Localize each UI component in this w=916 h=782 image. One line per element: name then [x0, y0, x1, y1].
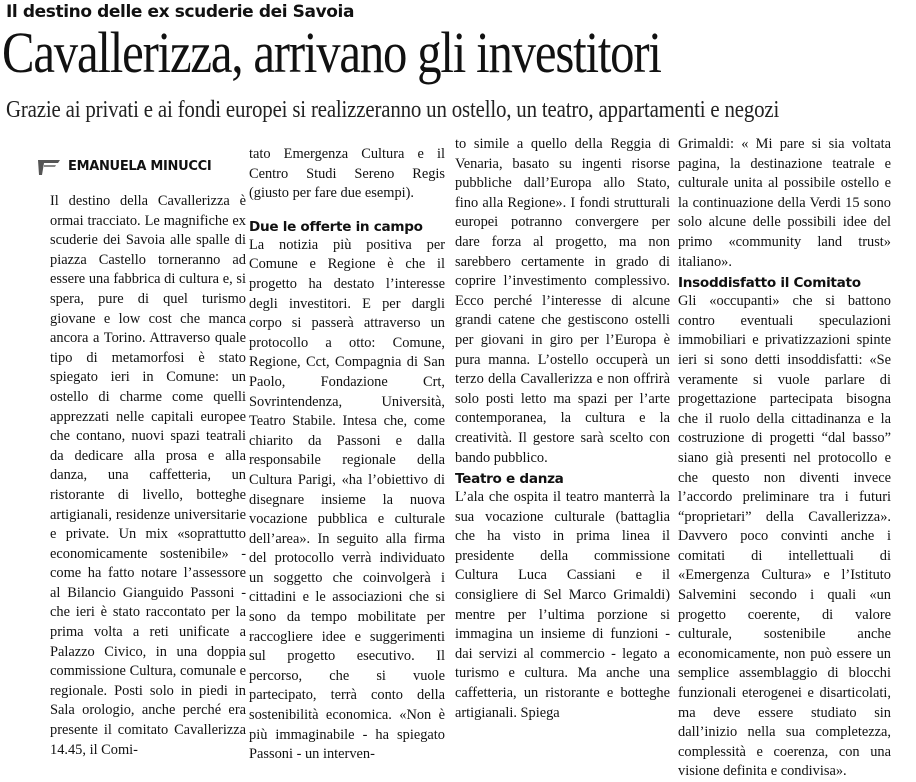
column-4-text: Grimaldi: « Mi pare si sia voltata pagina, la destinazione teatrale e culturale unita al possibile ostello e la continuazione della Verdi 15 sono solo alcune delle possibili idee del primo «community land trust» italiano».: [678, 136, 891, 270]
column-2-text: La notizia più positiva per Comune e Regione è che il progetto ha destato l’interesse degli investitori. E per dargli corpo si passerà attraverso un protocollo a otto: Comune, Regione, Cct, Compagnia di San Paolo, Fondazione Crt, Sovrintendenza, Università, Teatro Stabile. Intesa che, come chiarito da Passoni e dalla responsabile regionale della Cultura Parigi, «ha l’obiettivo di disegnare insieme la nuova vocazione pubblica e culturale dell’area». In seguito alla firma del protocollo verrà individuato un soggetto che coinvolgerà i cittadini e le associazioni che si sono da tempo mobilitate per raccogliere idee e suggerimenti sul progetto esecutivo. Il percorso, che si vuole partecipato, terrà conto della sostenibilità economica. «Non è più immaginabile - ha spiegato Passoni - un interven-: [249, 236, 445, 763]
byline-author: EMANUELA MINUCCI: [68, 159, 212, 174]
headline: Cavallerizza, arrivano gli investitori: [2, 20, 661, 85]
byline: [36, 156, 246, 180]
crosshead-offerte: Due le offerte in campo: [249, 218, 423, 235]
crosshead-teatro: Teatro e danza: [455, 471, 564, 488]
column-3-tail: L’ala che ospita il teatro manterrà la sua vocazione culturale (battaglia che ha visto in prima linea il presidente della commissione Cultura Luca Cassiani e il consigliere di Sel Marco Grimaldi) mentre per l’ultima porzione si immagina un insieme di funzioni - dai servizi al commercio - legato a turismo e cultura. Ma anche una caffetteria, un ristorante e botteghe artigianali. Spiega: [455, 489, 670, 721]
article-column-1: [50, 192, 246, 758]
column-1-text: Il destino della Cavallerizza è ormai tracciato. Le magnifiche ex scuderie dei Savoia alle spalle di piazza Castello torneranno ad essere una fabbrica di cultura e, si spera, pure di quel turismo giovane e low cost che manca ancora a Torino. Attraverso quale tipo di metamorfosi è stato spiegato ieri in Comune: un ostello di charme come quelli apprezzati nelle capitali europee che contano, nuovi spazi teatrali da dedicare alla prosa e alla danza, una caffetteria, un ristorante di livello, botteghe artigianali, residenze universitarie e private. Un mix «soprattutto economicamente sostenibile» - come ha fatto notare l’assessore al Bilancio Gianguido Passoni - che ieri è stato raccontato per la prima volta a reti unificate a Palazzo Civico, in una doppia commissione Cultura, comunale e regionale. Posti solo in piedi in Sala orologio, anche perché era presente il comitato Cavallerizza 14.45, il Comi-: [50, 193, 246, 758]
column-2-intro: tato Emergenza Cultura e il Centro Studi Sereno Regis (giusto per fare due esempi).: [249, 146, 445, 202]
byline-pen-icon: [36, 157, 62, 177]
article-column-4: [678, 135, 891, 780]
subheadline: Grazie ai privati e ai fondi europei si realizzeranno un ostello, un teatro, appartamenti e negozi: [6, 97, 780, 123]
article-column-2: [249, 145, 445, 763]
kicker: Il destino delle ex scuderie dei Savoia: [6, 2, 355, 22]
crosshead-comitato: Insoddisfatto il Comitato: [678, 275, 861, 292]
column-3-text: to simile a quello della Reggia di Venaria, basato su ingenti risorse pubbliche dall’Europa allo Stato, fino alla Regione». I fondi strutturali europei potranno convergere per dare forza al progetto, ma non sarebbero certamente in grado di coprire l’investimento complessivo. Ecco perché l’interesse di alcune grandi catene che gestiscono ostelli per giovani in giro per l’Europa è pura manna. L’ostello occuperà un terzo della Cavallerizza e non offrirà solo posti letto ma spazi per l’arte contemporanea, la cultura e la creatività. Il gestore sarà scelto con bando pubblico.: [455, 136, 670, 466]
column-4-tail: Gli «occupanti» che si battono contro eventuali speculazioni immobiliari e privatizzazioni spinte ieri si sono detti insoddisfatti: «Se veramente si vuole parlare di progettazione partecipata bisogna che il ruolo della cittadinanza e la costruzione di progetti “dal basso” siano già presenti nel protocollo e che questo non diventi invece l’accordo preliminare tra i futuri “proprietari” della Cavallerizza». Davvero poco convinti anche i comitati di intellettuali di «Emergenza Cultura» e l’Istituto Salvemini secondo i quali «un progetto coerente, di valore culturale, sostenibile anche economicamente, non può essere un semplice assemblaggio di blocchi funzionali eterogenei e disarticolati, ma deve essere studiato sin dall’inizio nella sua completezza, complessità e coerenza, con una visione definita e condivisa».: [678, 293, 891, 780]
article-column-3: [455, 135, 670, 721]
